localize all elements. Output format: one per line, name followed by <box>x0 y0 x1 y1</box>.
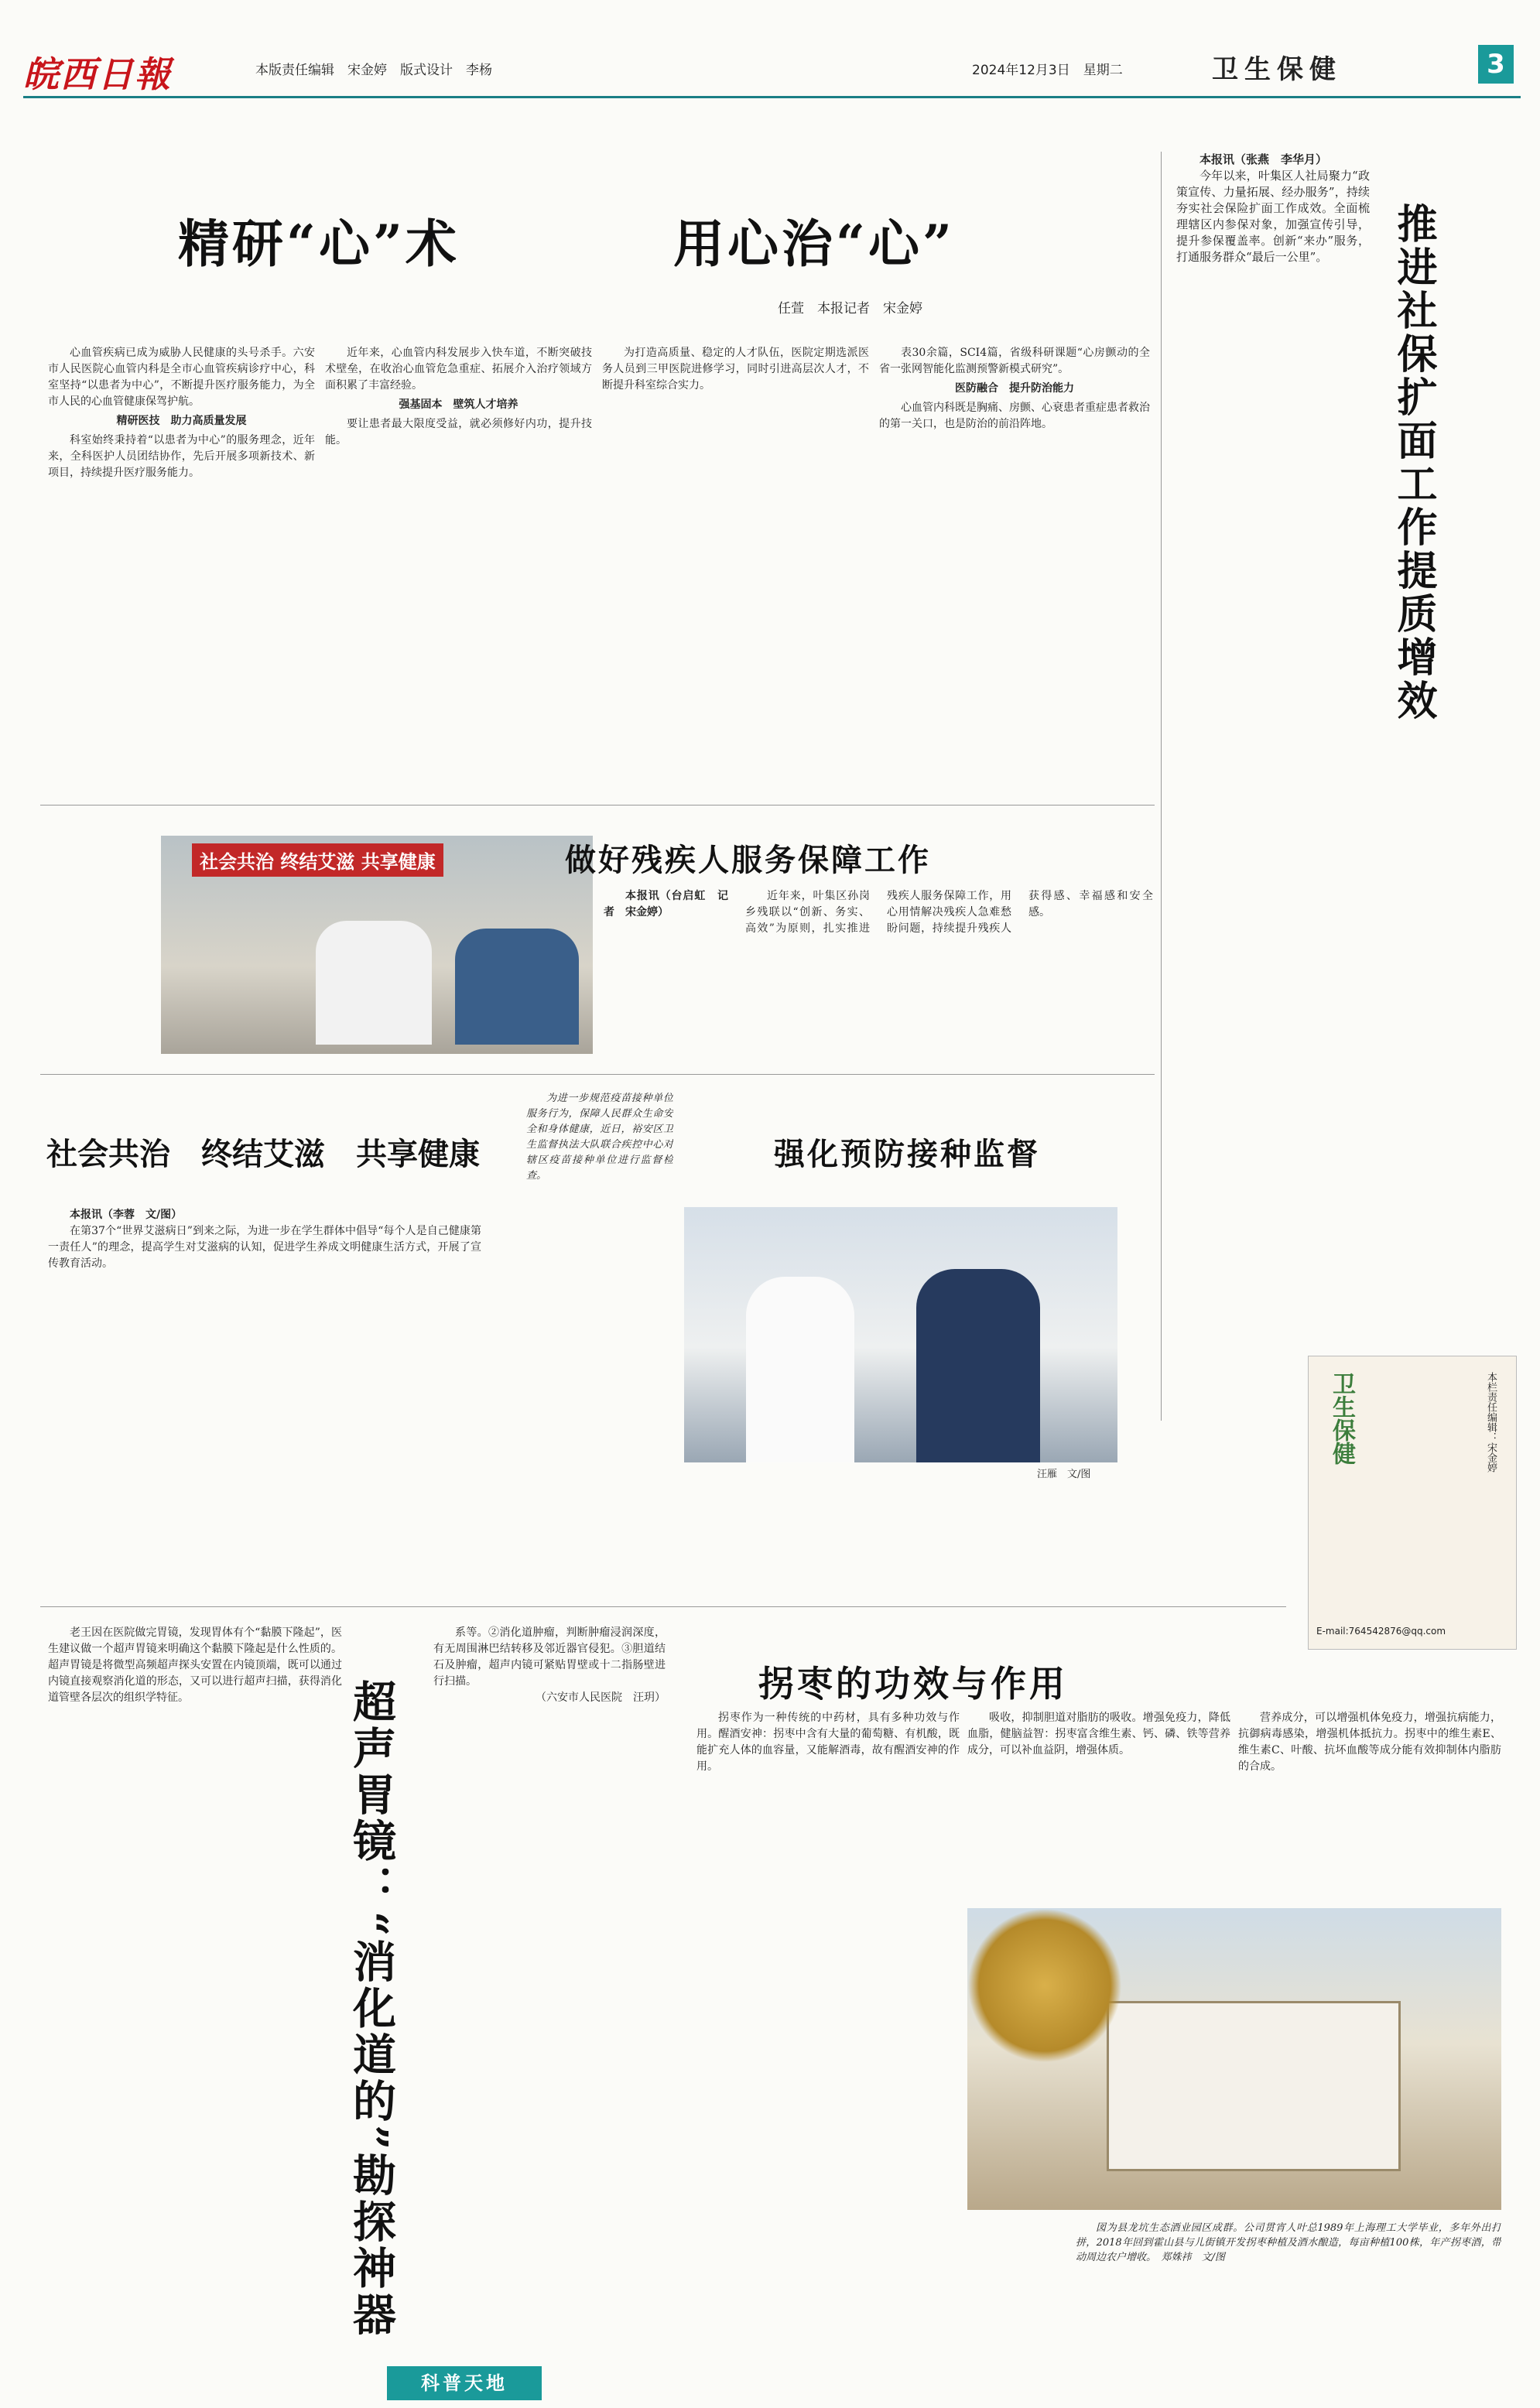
a3-photo <box>161 836 593 1054</box>
a3-byline: 本报讯（台启虹 记者 宋金婷） <box>604 890 728 918</box>
a1-col1 <box>48 345 315 747</box>
a1-col3 <box>602 345 869 747</box>
section-title: 卫生保健 <box>1212 54 1342 85</box>
a4-title: 社会共治 终结艾滋 共享健康 <box>46 1136 480 1172</box>
a1-sub2: 强基固本 壁筑人才培养 <box>399 398 518 411</box>
a4-body <box>48 1207 481 1462</box>
a6-body2-text: 系等。②消化道肿瘤，判断肿瘤浸润深度，有无周围淋巴结转移及邻近器官侵犯。③胆道结石及肿瘤，超声内镜可紧贴胃壁或十二指肠壁进行扫描。 <box>433 1626 666 1688</box>
masthead-editor: 本版责任编辑 宋金婷 版式设计 李杨 <box>255 63 492 78</box>
a5-photo <box>684 1207 1117 1462</box>
a1-byline: 任萱 本报记者 宋金婷 <box>778 301 922 316</box>
a1-col3-text: 为打造高质量、稳定的人才队伍，医院定期选派医务人员到三甲医院进修学习，同时引进高层次人才，不断提升科室综合实力。 <box>602 347 869 392</box>
a2-body <box>1176 152 1370 554</box>
a1-col4-text: 表30余篇，SCI4篇，省级科研课题“心房颤动的全省一张网智能化监测预警新模式研究”。 <box>879 347 1150 375</box>
masthead <box>23 43 1521 102</box>
a7-col2-text: 吸收，抑制胆道对脂肪的吸收。增强免疫力，降低血脂，健脑益智：拐枣富含维生素、钙、磷、铁等营养成分，可以补血益阴，增强体质。 <box>967 1712 1230 1756</box>
a6-credit: （六安市人民医院 汪玥） <box>536 1691 666 1704</box>
a7-col1 <box>696 1710 960 2376</box>
a5-credit: 汪雁 文/图 <box>1037 1469 1091 1480</box>
a6-body2 <box>433 1625 666 2306</box>
ad-text: 本栏责任编辑：宋金婷 <box>1485 1372 1497 1473</box>
a5-intro-text: 为进一步规范疫苗接种单位服务行为，保障人民群众生命安全和身体健康，近日，裕安区卫生监督执法大队联合疾控中心对辖区疫苗接种单位进行监督检查。 <box>526 1093 673 1182</box>
a1-col1-text: 心血管疾病已成为威胁人民健康的头号杀手。六安市人民医院心血管内科是全市心血管疾病诊疗中心，科室坚持“以患者为中心”，不断提升医疗服务能力，为全市人民的心血管健康保驾护航。 <box>48 347 315 408</box>
a1-col2b-text: 要让患者最大限度受益，就必须修好内功，提升技能。 <box>325 418 592 446</box>
a2-body-text: 今年以来，叶集区人社局聚力“政策宣传、力量拓展、经办服务”，持续夯实社会保险扩面工作成效。全面梳理辖区内参保对象，加强宣传引导，提升参保覆盖率。创新“来办”服务，打通服务群众“最后一公里”。 <box>1176 169 1370 264</box>
a6-body <box>48 1625 342 2368</box>
a7-photo-caption <box>1076 2221 1501 2376</box>
a4-body-text: 在第37个“世界艾滋病日”到来之际，为进一步在学生群体中倡导“每个人是自己健康第一责任人”的理念，提高学生对艾滋病的认知，促进学生养成文明健康生活方式，开展了宣传教育活动。 <box>48 1225 481 1270</box>
science-badge: 科普天地 <box>387 2366 542 2400</box>
a1-sub1: 精研医技 助力高质量发展 <box>116 415 247 427</box>
a7-col3-text: 营养成分，可以增强机体免疫力，增强抗病能力，抗御病毒感染，增强机体抵抗力。拐枣中的维生素E、维生素C、叶酸、抗坏血酸等成分能有效抑制体内脂肪的合成。 <box>1238 1712 1501 1773</box>
a1-col1b-text: 科室始终秉持着“以患者为中心”的服务理念，近年来，全科医护人员团结协作，先后开展多项新技术、新项目，持续提升医疗服务能力。 <box>48 434 315 479</box>
a3-body-text: 近年来，叶集区孙岗乡残联以“创新、务实、高效”为原则，扎实推进残疾人服务保障工作，用心用情解决残疾人急难愁盼问题，持续提升残疾人获得感、幸福感和安全感。 <box>745 890 1153 935</box>
a3-title: 做好残疾人服务保障工作 <box>565 842 931 878</box>
a1-col2 <box>325 345 592 747</box>
a7-col3 <box>1238 1710 1501 1896</box>
page-number: 3 <box>1478 45 1514 84</box>
a2-byline: 本报讯（张燕 李华月） <box>1199 152 1328 166</box>
a3-photo-banner: 社会共治 终结艾滋 共享健康 <box>192 843 443 877</box>
a6-title: 超声胃镜：“消化道的”勘探神器 <box>346 1679 397 2339</box>
a7-title: 拐枣的功效与作用 <box>758 1663 1068 1705</box>
a1-col4b-text: 心血管内科既是胸痛、房颤、心衰患者重症患者救治的第一关口，也是防治的前沿阵地。 <box>879 402 1150 430</box>
a7-caption-text: 図为县龙坑生态酒业园区成群。公司贯宵人叶总1989年上海理工大学毕业，多年外出打拼，2018年回到霍山县与儿街镇开发拐枣种植及酒水酿造，每亩种植100株，年产拐枣酒，带动周边农户增收。 郑姝祎 文/图 <box>1076 2222 1501 2263</box>
a7-photo <box>967 1908 1501 2210</box>
a3-body <box>604 888 1153 1059</box>
a5-intro <box>526 1091 673 1254</box>
a1-title-left: 精研“心”术 <box>178 214 460 274</box>
a7-col2 <box>967 1710 1230 1896</box>
a7-col1-text: 拐枣作为一种传统的中药材，具有多种功效与作用。醒酒安神：拐枣中含有大量的葡萄糖、有机酸，既能扩充人体的血容量，又能解酒毒，故有醒酒安神的作用。 <box>696 1712 960 1773</box>
a5-title: 强化预防接种监督 <box>774 1136 1040 1172</box>
ad-box <box>1308 1356 1517 1650</box>
a1-sub3: 医防融合 提升防治能力 <box>955 382 1074 395</box>
a1-title-right: 用心治“心” <box>673 214 955 274</box>
a6-body-text: 老王因在医院做完胃镜，发现胃体有个“黏膜下隆起”，医生建议做一个超声胃镜来明确这个黏膜下隆起是什么性质的。超声胃镜是将微型高频超声探头安置在内镜顶端，既可以通过内镜直接观察消化道的形态，又可以进行超声扫描，获得消化道管壁各层次的组织学特征。 <box>48 1626 342 1704</box>
ad-logo: 卫生保健 <box>1328 1372 1355 1465</box>
a2-title: 推进社保扩面工作提质增效 <box>1390 203 1437 723</box>
ad-email: E-mail:764542876@qq.com <box>1316 1626 1446 1637</box>
masthead-logo: 皖西日報 <box>23 53 172 95</box>
masthead-date: 2024年12月3日 星期二 <box>972 63 1123 78</box>
a4-byline: 本报讯（李蓉 文/图） <box>70 1209 183 1221</box>
a1-col2-text: 近年来，心血管内科发展步入快车道，不断突破技术壁垒，在收治心血管危急重症、拓展介入治疗领域方面积累了丰富经验。 <box>325 347 592 392</box>
a1-col4 <box>879 345 1150 747</box>
